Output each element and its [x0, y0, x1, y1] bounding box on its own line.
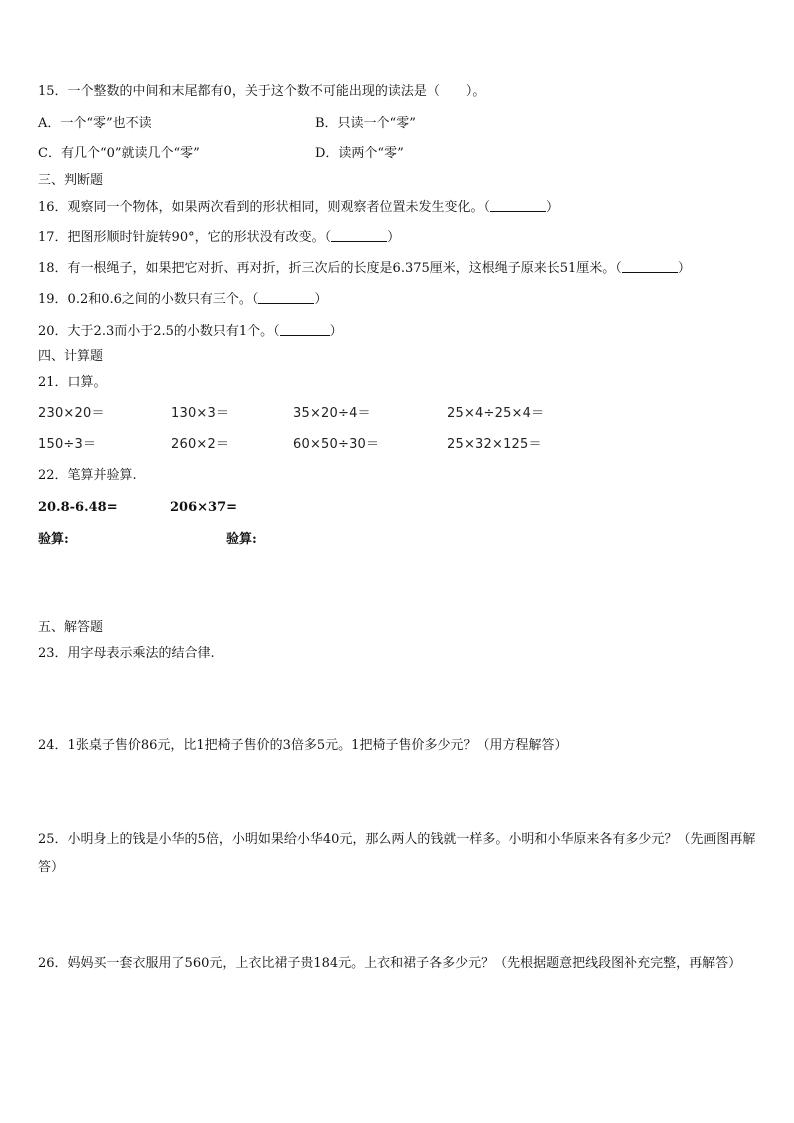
close-paren: ） — [546, 200, 560, 215]
question-20-text: 20．大于2.3而小于2.5的小数只有1个。（ — [38, 324, 280, 339]
question-25: 25．小明身上的钱是小华的5倍，小明如果给小华40元，那么两人的钱就一样多。小明和小华原来各有多少元？（先画图再解答） — [38, 832, 756, 875]
check-label: 验算: — [38, 532, 69, 547]
question-17-text: 17．把图形顺时针旋转90°，它的形状没有改变。（ — [38, 230, 332, 245]
mental-calc-item: 260×2＝ — [171, 437, 230, 452]
question-20 — [38, 323, 343, 340]
question-16-text: 16．观察同一个物体，如果两次看到的形状相同，则观察者位置未发生变化。（ — [38, 200, 491, 215]
question-19-text: 19．0.2和0.6之间的小数只有三个。（ — [38, 292, 259, 307]
written-calc-expression: 20.8-6.48= — [38, 500, 118, 515]
question-19 — [38, 291, 327, 308]
question-24: 24．1张桌子售价86元，比1把椅子售价的3倍多5元。1把椅子售价多少元？（用方程解答） — [38, 738, 568, 753]
written-calc-expression: 206×37= — [170, 500, 238, 515]
question-23: 23．用字母表示乘法的结合律. — [38, 646, 215, 661]
section-5-heading: 五、解答题 — [38, 620, 104, 635]
close-paren: ） — [329, 324, 343, 339]
answer-blank[interactable] — [331, 229, 387, 242]
question-15-stem: 15．一个整数的中间和末尾都有0，关于这个数不可能出现的读法是（ ）。 — [38, 84, 486, 99]
mental-calc-item: 25×32×125＝ — [447, 437, 542, 452]
question-21-stem: 21．口算。 — [38, 375, 107, 390]
close-paren: ） — [314, 292, 328, 307]
q15-option-c: C．有几个“0”就读几个“零” — [38, 146, 200, 161]
answer-blank[interactable] — [258, 291, 314, 304]
section-3-heading: 三、判断题 — [38, 173, 104, 188]
mental-calc-item: 230×20＝ — [38, 406, 105, 421]
question-26: 26．妈妈买一套衣服用了560元，上衣比裙子贵184元。上衣和裙子各多少元？（先根据题意把线段图补充完整，再解答） — [38, 956, 742, 971]
close-paren: ） — [677, 261, 691, 276]
question-16 — [38, 199, 559, 216]
q15-option-b: B．只读一个“零” — [315, 116, 416, 131]
question-22-stem: 22．笔算并验算. — [38, 468, 137, 483]
mental-calc-item: 25×4÷25×4＝ — [447, 406, 545, 421]
answer-blank[interactable] — [622, 260, 678, 273]
question-17 — [38, 229, 400, 246]
q15-option-a: A．一个“零”也不读 — [38, 116, 152, 131]
check-label: 验算: — [226, 532, 257, 547]
answer-blank[interactable] — [490, 199, 546, 212]
mental-calc-item: 150÷3＝ — [38, 437, 97, 452]
question-18-text: 18．有一根绳子，如果把它对折、再对折，折三次后的长度是6.375厘米，这根绳子原来长51厘米。（ — [38, 261, 622, 276]
mental-calc-item: 60×50÷30＝ — [293, 437, 380, 452]
close-paren: ） — [387, 230, 401, 245]
answer-blank[interactable] — [280, 323, 330, 336]
mental-calc-item: 130×3＝ — [171, 406, 230, 421]
section-4-heading: 四、计算题 — [38, 349, 104, 364]
mental-calc-item: 35×20÷4＝ — [293, 406, 371, 421]
question-18 — [38, 260, 691, 277]
q15-option-d: D．读两个“零” — [315, 146, 404, 161]
